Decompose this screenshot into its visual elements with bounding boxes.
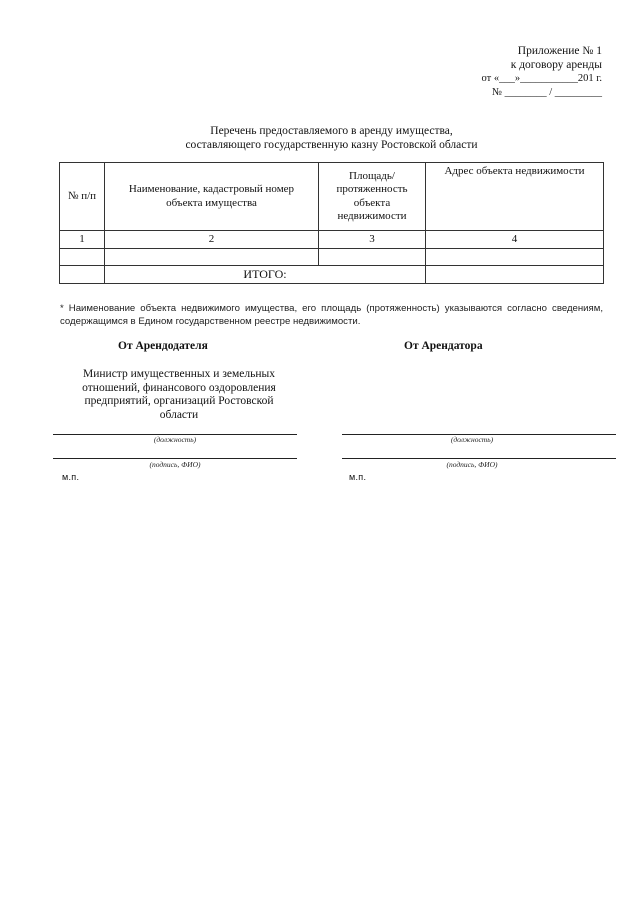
column-number: 1: [60, 231, 105, 249]
title-line-1: Перечень предоставляемого в аренду имущества,: [210, 125, 453, 137]
appendix-contract-number: № ________ / _________: [491, 87, 602, 98]
column-number: 3: [319, 231, 426, 249]
column-number: 4: [426, 231, 604, 249]
table-cell: [105, 249, 319, 266]
landlord-heading: От Арендодателя: [118, 340, 208, 352]
column-number-row: [60, 231, 604, 249]
landlord-position: Министр имущественных и земельных отношений, финансового оздоровления предприятий, организаций Ростовской области: [82, 368, 276, 421]
appendix-contract-ref: к договору аренды: [510, 59, 602, 71]
tenant-stamp-label: м.п.: [349, 472, 367, 482]
landlord-stamp-label: м.п.: [62, 472, 80, 482]
table-cell: [60, 249, 105, 266]
table-cell: [60, 266, 105, 284]
document-title: [60, 124, 603, 152]
header-name: Наименование, кадастровый номер объекта имущества: [105, 163, 319, 231]
tenant-signature-caption: (подпись, ФИО): [446, 460, 498, 469]
table-header-row: [60, 163, 604, 231]
tenant-position-caption: (должность): [450, 435, 494, 444]
landlord-signature-caption: (подпись, ФИО): [149, 460, 201, 469]
header-address: Адрес объекта недвижимости: [426, 163, 604, 231]
property-table: [59, 162, 604, 284]
table-cell: [319, 249, 426, 266]
appendix-date: от «___»___________201 г.: [481, 73, 602, 84]
tenant-heading: От Арендатора: [404, 340, 483, 352]
table-cell: [426, 249, 604, 266]
header-number: № п/п: [60, 163, 105, 231]
header-area: Площадь/ протяженность объекта недвижимости: [319, 163, 426, 231]
column-number: 2: [105, 231, 319, 249]
table-cell: [426, 266, 604, 284]
title-line-2: составляющего государственную казну Ростовской области: [185, 139, 478, 151]
total-label: ИТОГО:: [105, 266, 426, 284]
landlord-signature-line: [53, 458, 297, 459]
footnote: * Наименование объекта недвижимого имущества, его площадь (протяженность) указываются согласно сведениям, содержащимся в Едином государственном реестре недвижимости.: [60, 303, 603, 327]
appendix-number: Приложение № 1: [517, 45, 602, 57]
total-row: [60, 266, 604, 284]
tenant-signature-line: [342, 458, 616, 459]
table-row: [60, 249, 604, 266]
appendix-block: [482, 44, 602, 100]
landlord-position-caption: (должность): [153, 435, 197, 444]
